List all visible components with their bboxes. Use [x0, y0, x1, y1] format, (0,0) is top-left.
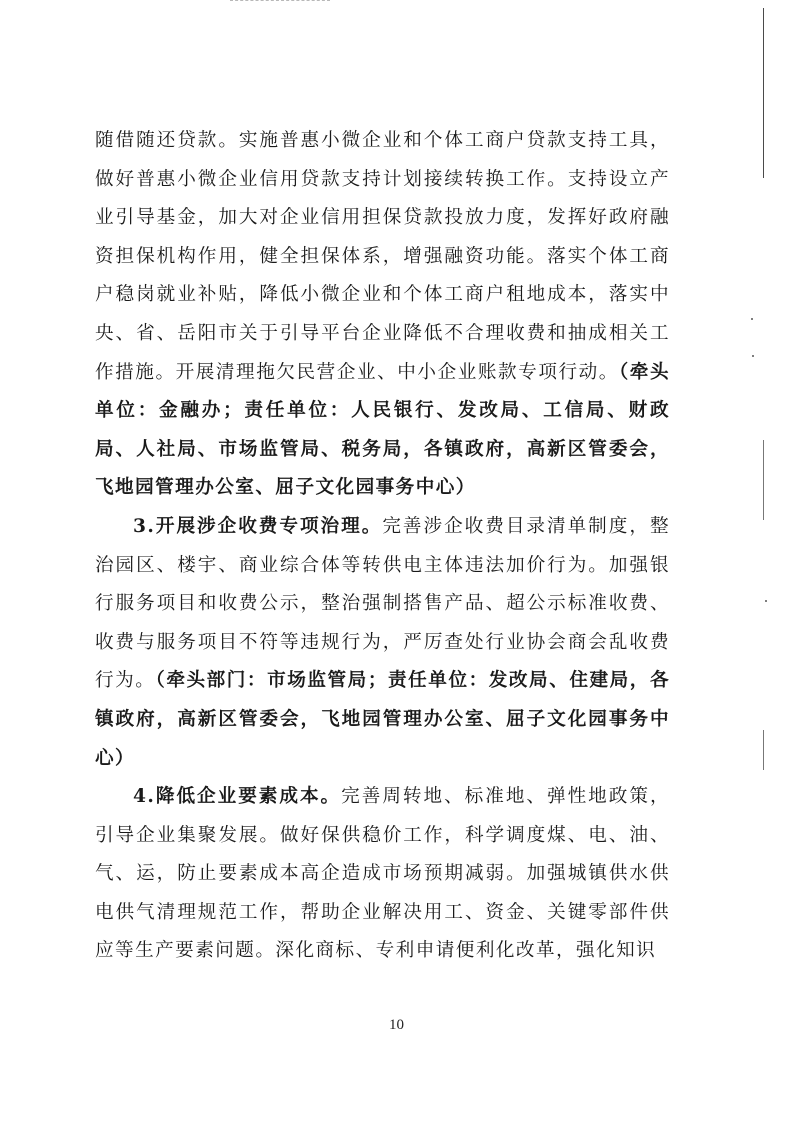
item-4-heading: 4.降低企业要素成本。: [133, 786, 342, 808]
scan-speck: [751, 318, 753, 320]
responsibility-note: （牵头单位：金融办；责任单位：人民银行、发改局、工信局、财政局、人社局、市场监管局、税务局，各镇政府，高新区管委会，飞地园管理办公室、屈子文化园事务中心）: [95, 361, 671, 499]
item-3-responsibility: （牵头部门：市场监管局；责任单位：发改局、住建局，各镇政府，高新区管委会，飞地园管理办公室、屈子文化园事务中心）: [95, 670, 670, 769]
paragraph-continued: [95, 122, 670, 508]
item-3-heading: 3.开展涉企收费专项治理。: [133, 515, 383, 537]
item-4-paragraph: [95, 778, 670, 971]
scan-edge-line: [763, 8, 764, 178]
scan-edge-line: [763, 440, 764, 520]
item-3-body: 完善涉企收费目录清单制度，整治园区、楼宇、商业综合体等转供电主体违法加价行为。加强银行服务项目和收费公示，整治强制搭售产品、超公示标准收费、收费与服务项目不符等违规行为，严厉查处行业协会商会乱收费行为。: [95, 515, 670, 692]
scan-artifact-top: [230, 0, 330, 3]
document-body: [95, 122, 670, 971]
scan-speck: [765, 600, 767, 602]
item-4-body: 完善周转地、标准地、弹性地政策，引导企业集聚发展。做好保供稳价工作，科学调度煤、电、油、气、运，防止要素成本高企造成市场预期减弱。加强城镇供水供电供气清理规范工作，帮助企业解决用工、资金、关键零部件供应等生产要素问题。深化商标、专利申请便利化改革，强化知识: [95, 786, 670, 962]
scan-edge-line: [763, 730, 764, 770]
paragraph-text: 随借随还贷款。实施普惠小微企业和个体工商户贷款支持工具，做好普惠小微企业信用贷款支持计划接续转换工作。支持设立产业引导基金，加大对企业信用担保贷款投放力度，发挥好政府融资担保机构作用，健全担保体系，增强融资功能。落实个体工商户稳岗就业补贴，降低小微企业和个体工商户租地成本，落实中央、省、岳阳市关于引导平台企业降低不合理收费和抽成相关工作措施。开展清理拖欠民营企业、中小企业账款专项行动。: [95, 130, 670, 383]
scan-speck: [752, 355, 754, 357]
item-3-paragraph: [95, 508, 670, 778]
page-number: 10: [389, 1017, 404, 1033]
